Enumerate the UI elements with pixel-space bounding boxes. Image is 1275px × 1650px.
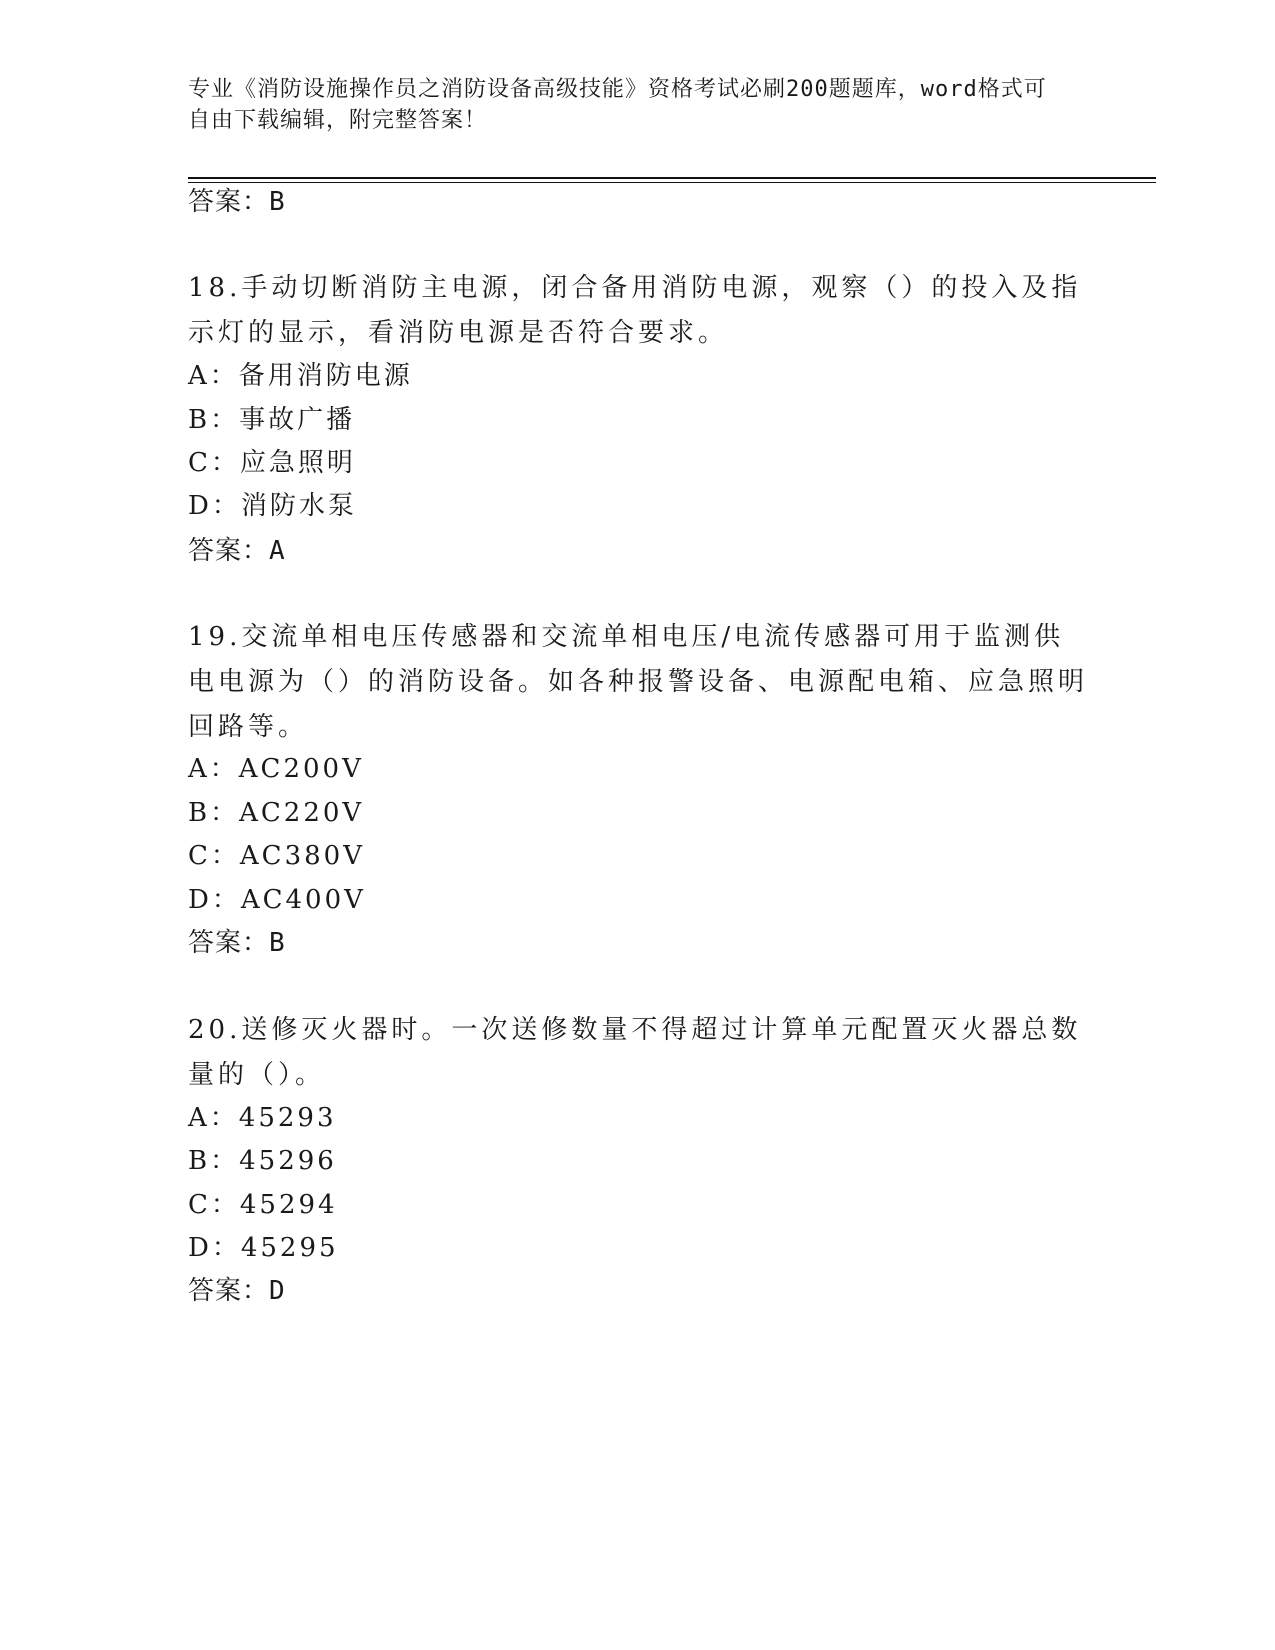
question-18-option-d: D：消防水泵 bbox=[188, 491, 357, 521]
answer-17: 答案：B bbox=[188, 187, 286, 217]
question-18-option-b: B：事故广播 bbox=[188, 405, 356, 435]
question-20-option-a: A：45293 bbox=[188, 1103, 337, 1133]
question-18-option-c: C：应急照明 bbox=[188, 448, 356, 478]
question-20-option-b: B：45296 bbox=[188, 1146, 337, 1176]
document-header: 专业《消防设施操作员之消防设备高级技能》资格考试必刷200题题库，word格式可自由下载编辑，附完整答案！ bbox=[188, 77, 1047, 133]
question-19-stem: 19.交流单相电压传感器和交流单相电压/电流传感器可用于监测供电电源为（）的消防设备。如各种报警设备、电源配电箱、应急照明回路等。 bbox=[188, 622, 1089, 742]
header-rule-thick bbox=[188, 177, 1156, 179]
question-19-answer: 答案：B bbox=[188, 928, 286, 958]
header-rule-thin bbox=[188, 182, 1156, 183]
question-20-option-c: C：45294 bbox=[188, 1190, 338, 1220]
question-20-answer: 答案：D bbox=[188, 1276, 286, 1306]
question-20-stem: 20.送修灭火器时。一次送修数量不得超过计算单元配置灭火器总数量的（）。 bbox=[188, 1015, 1082, 1090]
question-18-stem: 18.手动切断消防主电源，闭合备用消防电源，观察（）的投入及指示灯的显示，看消防电源是否符合要求。 bbox=[188, 273, 1082, 348]
question-18-option-a: A：备用消防电源 bbox=[188, 361, 413, 391]
question-20-option-d: D：45295 bbox=[188, 1233, 339, 1263]
question-19-option-b: B：AC220V bbox=[188, 798, 365, 828]
question-19-option-d: D：AC400V bbox=[188, 885, 366, 915]
question-18-answer: 答案：A bbox=[188, 536, 286, 566]
question-19-option-a: A：AC200V bbox=[188, 754, 364, 784]
question-19-option-c: C：AC380V bbox=[188, 841, 365, 871]
